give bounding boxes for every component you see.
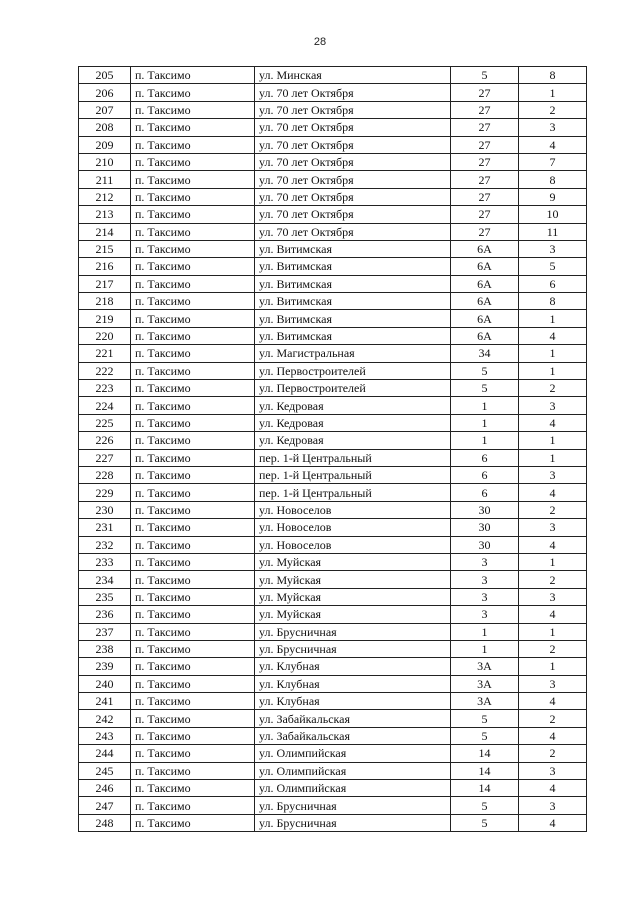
address-table-container [78,66,586,832]
row-number-cell: 233 [79,553,131,570]
street-cell: ул. 70 лет Октября [255,188,451,205]
house-number-cell: 1 [451,432,519,449]
street-cell: ул. Олимпийская [255,745,451,762]
street-cell: ул. Минская [255,67,451,84]
house-number-cell: 14 [451,780,519,797]
street-cell: ул. Новоселов [255,536,451,553]
table-row [79,275,587,292]
street-cell: ул. 70 лет Октября [255,136,451,153]
row-number-cell: 225 [79,414,131,431]
apartment-number-cell: 2 [519,380,587,397]
street-cell: ул. Витимская [255,240,451,257]
house-number-cell: 5 [451,380,519,397]
address-table-body [79,67,587,832]
row-number-cell: 223 [79,380,131,397]
row-number-cell: 216 [79,258,131,275]
settlement-cell: п. Таксимо [131,501,255,518]
apartment-number-cell: 4 [519,536,587,553]
apartment-number-cell: 1 [519,623,587,640]
house-number-cell: 27 [451,84,519,101]
apartment-number-cell: 3 [519,588,587,605]
settlement-cell: п. Таксимо [131,293,255,310]
settlement-cell: п. Таксимо [131,727,255,744]
street-cell: ул. Муйская [255,606,451,623]
row-number-cell: 236 [79,606,131,623]
table-row [79,553,587,570]
table-row [79,258,587,275]
table-row [79,588,587,605]
street-cell: пер. 1-й Центральный [255,484,451,501]
settlement-cell: п. Таксимо [131,258,255,275]
row-number-cell: 247 [79,797,131,814]
table-row [79,206,587,223]
house-number-cell: 3 [451,606,519,623]
apartment-number-cell: 3 [519,240,587,257]
row-number-cell: 206 [79,84,131,101]
settlement-cell: п. Таксимо [131,136,255,153]
settlement-cell: п. Таксимо [131,588,255,605]
settlement-cell: п. Таксимо [131,658,255,675]
street-cell: ул. Брусничная [255,640,451,657]
settlement-cell: п. Таксимо [131,745,255,762]
table-row [79,101,587,118]
street-cell: ул. Брусничная [255,797,451,814]
street-cell: ул. Забайкальская [255,727,451,744]
house-number-cell: 3 [451,571,519,588]
settlement-cell: п. Таксимо [131,345,255,362]
table-row [79,67,587,84]
settlement-cell: п. Таксимо [131,762,255,779]
street-cell: ул. Олимпийская [255,762,451,779]
apartment-number-cell: 8 [519,171,587,188]
house-number-cell: 14 [451,745,519,762]
apartment-number-cell: 4 [519,727,587,744]
house-number-cell: 1 [451,414,519,431]
settlement-cell: п. Таксимо [131,153,255,170]
house-number-cell: 30 [451,536,519,553]
row-number-cell: 243 [79,727,131,744]
row-number-cell: 232 [79,536,131,553]
table-row [79,293,587,310]
house-number-cell: 5 [451,797,519,814]
house-number-cell: 34 [451,345,519,362]
settlement-cell: п. Таксимо [131,623,255,640]
house-number-cell: 1 [451,623,519,640]
row-number-cell: 240 [79,675,131,692]
row-number-cell: 211 [79,171,131,188]
row-number-cell: 239 [79,658,131,675]
house-number-cell: 3 [451,553,519,570]
row-number-cell: 242 [79,710,131,727]
settlement-cell: п. Таксимо [131,519,255,536]
apartment-number-cell: 4 [519,327,587,344]
table-row [79,466,587,483]
apartment-number-cell: 6 [519,275,587,292]
street-cell: ул. Витимская [255,327,451,344]
table-row [79,345,587,362]
settlement-cell: п. Таксимо [131,310,255,327]
street-cell: ул. Новоселов [255,501,451,518]
apartment-number-cell: 3 [519,119,587,136]
table-row [79,675,587,692]
street-cell: ул. Первостроителей [255,380,451,397]
settlement-cell: п. Таксимо [131,171,255,188]
row-number-cell: 235 [79,588,131,605]
row-number-cell: 234 [79,571,131,588]
table-row [79,501,587,518]
table-row [79,536,587,553]
apartment-number-cell: 4 [519,414,587,431]
street-cell: ул. Клубная [255,693,451,710]
apartment-number-cell: 3 [519,466,587,483]
house-number-cell: 3А [451,658,519,675]
apartment-number-cell: 1 [519,658,587,675]
street-cell: ул. 70 лет Октября [255,206,451,223]
table-row [79,188,587,205]
street-cell: ул. Муйская [255,588,451,605]
house-number-cell: 30 [451,501,519,518]
row-number-cell: 214 [79,223,131,240]
table-row [79,571,587,588]
street-cell: пер. 1-й Центральный [255,466,451,483]
apartment-number-cell: 2 [519,501,587,518]
settlement-cell: п. Таксимо [131,797,255,814]
house-number-cell: 14 [451,762,519,779]
house-number-cell: 27 [451,206,519,223]
settlement-cell: п. Таксимо [131,432,255,449]
row-number-cell: 213 [79,206,131,223]
settlement-cell: п. Таксимо [131,397,255,414]
apartment-number-cell: 2 [519,710,587,727]
settlement-cell: п. Таксимо [131,240,255,257]
street-cell: ул. 70 лет Октября [255,101,451,118]
settlement-cell: п. Таксимо [131,275,255,292]
row-number-cell: 246 [79,780,131,797]
house-number-cell: 5 [451,727,519,744]
house-number-cell: 6 [451,449,519,466]
row-number-cell: 237 [79,623,131,640]
apartment-number-cell: 2 [519,640,587,657]
table-row [79,136,587,153]
apartment-number-cell: 2 [519,571,587,588]
row-number-cell: 212 [79,188,131,205]
street-cell: ул. Магистральная [255,345,451,362]
table-row [79,240,587,257]
street-cell: ул. Витимская [255,310,451,327]
street-cell: ул. Брусничная [255,623,451,640]
settlement-cell: п. Таксимо [131,484,255,501]
street-cell: ул. Первостроителей [255,362,451,379]
street-cell: ул. Кедровая [255,414,451,431]
settlement-cell: п. Таксимо [131,188,255,205]
house-number-cell: 3А [451,693,519,710]
table-row [79,710,587,727]
row-number-cell: 228 [79,466,131,483]
street-cell: ул. Олимпийская [255,780,451,797]
apartment-number-cell: 2 [519,745,587,762]
settlement-cell: п. Таксимо [131,414,255,431]
settlement-cell: п. Таксимо [131,606,255,623]
table-row [79,693,587,710]
table-row [79,380,587,397]
street-cell: ул. 70 лет Октября [255,119,451,136]
apartment-number-cell: 8 [519,293,587,310]
street-cell: ул. Муйская [255,571,451,588]
street-cell: ул. Кедровая [255,432,451,449]
house-number-cell: 6А [451,258,519,275]
house-number-cell: 1 [451,640,519,657]
house-number-cell: 6А [451,293,519,310]
row-number-cell: 222 [79,362,131,379]
street-cell: ул. Витимская [255,293,451,310]
apartment-number-cell: 5 [519,258,587,275]
row-number-cell: 215 [79,240,131,257]
row-number-cell: 220 [79,327,131,344]
table-row [79,327,587,344]
street-cell: ул. 70 лет Октября [255,153,451,170]
street-cell: ул. 70 лет Октября [255,171,451,188]
street-cell: ул. 70 лет Октября [255,84,451,101]
row-number-cell: 229 [79,484,131,501]
street-cell: ул. Кедровая [255,397,451,414]
settlement-cell: п. Таксимо [131,780,255,797]
table-row [79,640,587,657]
settlement-cell: п. Таксимо [131,675,255,692]
house-number-cell: 27 [451,119,519,136]
settlement-cell: п. Таксимо [131,223,255,240]
street-cell: ул. Клубная [255,675,451,692]
house-number-cell: 5 [451,67,519,84]
row-number-cell: 241 [79,693,131,710]
row-number-cell: 219 [79,310,131,327]
house-number-cell: 27 [451,171,519,188]
apartment-number-cell: 2 [519,101,587,118]
table-row [79,153,587,170]
house-number-cell: 27 [451,101,519,118]
table-row [79,484,587,501]
apartment-number-cell: 9 [519,188,587,205]
apartment-number-cell: 1 [519,362,587,379]
settlement-cell: п. Таксимо [131,327,255,344]
settlement-cell: п. Таксимо [131,571,255,588]
house-number-cell: 6 [451,466,519,483]
table-row [79,623,587,640]
settlement-cell: п. Таксимо [131,362,255,379]
street-cell: ул. Брусничная [255,814,451,831]
apartment-number-cell: 3 [519,797,587,814]
settlement-cell: п. Таксимо [131,84,255,101]
settlement-cell: п. Таксимо [131,553,255,570]
row-number-cell: 227 [79,449,131,466]
apartment-number-cell: 4 [519,780,587,797]
row-number-cell: 231 [79,519,131,536]
row-number-cell: 208 [79,119,131,136]
apartment-number-cell: 1 [519,449,587,466]
table-row [79,780,587,797]
street-cell: ул. 70 лет Октября [255,223,451,240]
row-number-cell: 218 [79,293,131,310]
page-number: 28 [313,36,327,48]
street-cell: ул. Витимская [255,258,451,275]
table-row [79,797,587,814]
table-row [79,414,587,431]
apartment-number-cell: 3 [519,519,587,536]
table-row [79,223,587,240]
row-number-cell: 210 [79,153,131,170]
apartment-number-cell: 7 [519,153,587,170]
house-number-cell: 27 [451,188,519,205]
settlement-cell: п. Таксимо [131,67,255,84]
house-number-cell: 5 [451,814,519,831]
house-number-cell: 27 [451,136,519,153]
row-number-cell: 205 [79,67,131,84]
apartment-number-cell: 10 [519,206,587,223]
table-row [79,658,587,675]
apartment-number-cell: 4 [519,606,587,623]
row-number-cell: 224 [79,397,131,414]
house-number-cell: 27 [451,153,519,170]
table-row [79,745,587,762]
table-row [79,171,587,188]
settlement-cell: п. Таксимо [131,380,255,397]
table-row [79,84,587,101]
table-row [79,762,587,779]
row-number-cell: 230 [79,501,131,518]
settlement-cell: п. Таксимо [131,466,255,483]
settlement-cell: п. Таксимо [131,206,255,223]
row-number-cell: 238 [79,640,131,657]
house-number-cell: 5 [451,362,519,379]
table-row [79,727,587,744]
house-number-cell: 5 [451,710,519,727]
row-number-cell: 217 [79,275,131,292]
table-row [79,362,587,379]
apartment-number-cell: 4 [519,693,587,710]
row-number-cell: 209 [79,136,131,153]
apartment-number-cell: 4 [519,484,587,501]
street-cell: ул. Забайкальская [255,710,451,727]
house-number-cell: 6А [451,240,519,257]
settlement-cell: п. Таксимо [131,449,255,466]
house-number-cell: 6А [451,327,519,344]
row-number-cell: 207 [79,101,131,118]
settlement-cell: п. Таксимо [131,640,255,657]
table-row [79,814,587,831]
settlement-cell: п. Таксимо [131,693,255,710]
apartment-number-cell: 8 [519,67,587,84]
house-number-cell: 30 [451,519,519,536]
row-number-cell: 248 [79,814,131,831]
settlement-cell: п. Таксимо [131,710,255,727]
apartment-number-cell: 4 [519,814,587,831]
street-cell: ул. Витимская [255,275,451,292]
row-number-cell: 221 [79,345,131,362]
apartment-number-cell: 1 [519,345,587,362]
house-number-cell: 6А [451,275,519,292]
house-number-cell: 3А [451,675,519,692]
table-row [79,119,587,136]
settlement-cell: п. Таксимо [131,536,255,553]
apartment-number-cell: 1 [519,310,587,327]
apartment-number-cell: 1 [519,432,587,449]
house-number-cell: 6А [451,310,519,327]
house-number-cell: 3 [451,588,519,605]
apartment-number-cell: 1 [519,84,587,101]
table-row [79,519,587,536]
settlement-cell: п. Таксимо [131,101,255,118]
apartment-number-cell: 3 [519,675,587,692]
table-row [79,397,587,414]
street-cell: ул. Муйская [255,553,451,570]
apartment-number-cell: 3 [519,762,587,779]
table-row [79,432,587,449]
table-row [79,449,587,466]
settlement-cell: п. Таксимо [131,119,255,136]
table-row [79,310,587,327]
house-number-cell: 27 [451,223,519,240]
apartment-number-cell: 11 [519,223,587,240]
address-table [78,66,587,832]
apartment-number-cell: 3 [519,397,587,414]
apartment-number-cell: 4 [519,136,587,153]
street-cell: ул. Новоселов [255,519,451,536]
street-cell: пер. 1-й Центральный [255,449,451,466]
table-row [79,606,587,623]
row-number-cell: 245 [79,762,131,779]
street-cell: ул. Клубная [255,658,451,675]
settlement-cell: п. Таксимо [131,814,255,831]
house-number-cell: 6 [451,484,519,501]
house-number-cell: 1 [451,397,519,414]
row-number-cell: 244 [79,745,131,762]
row-number-cell: 226 [79,432,131,449]
apartment-number-cell: 1 [519,553,587,570]
